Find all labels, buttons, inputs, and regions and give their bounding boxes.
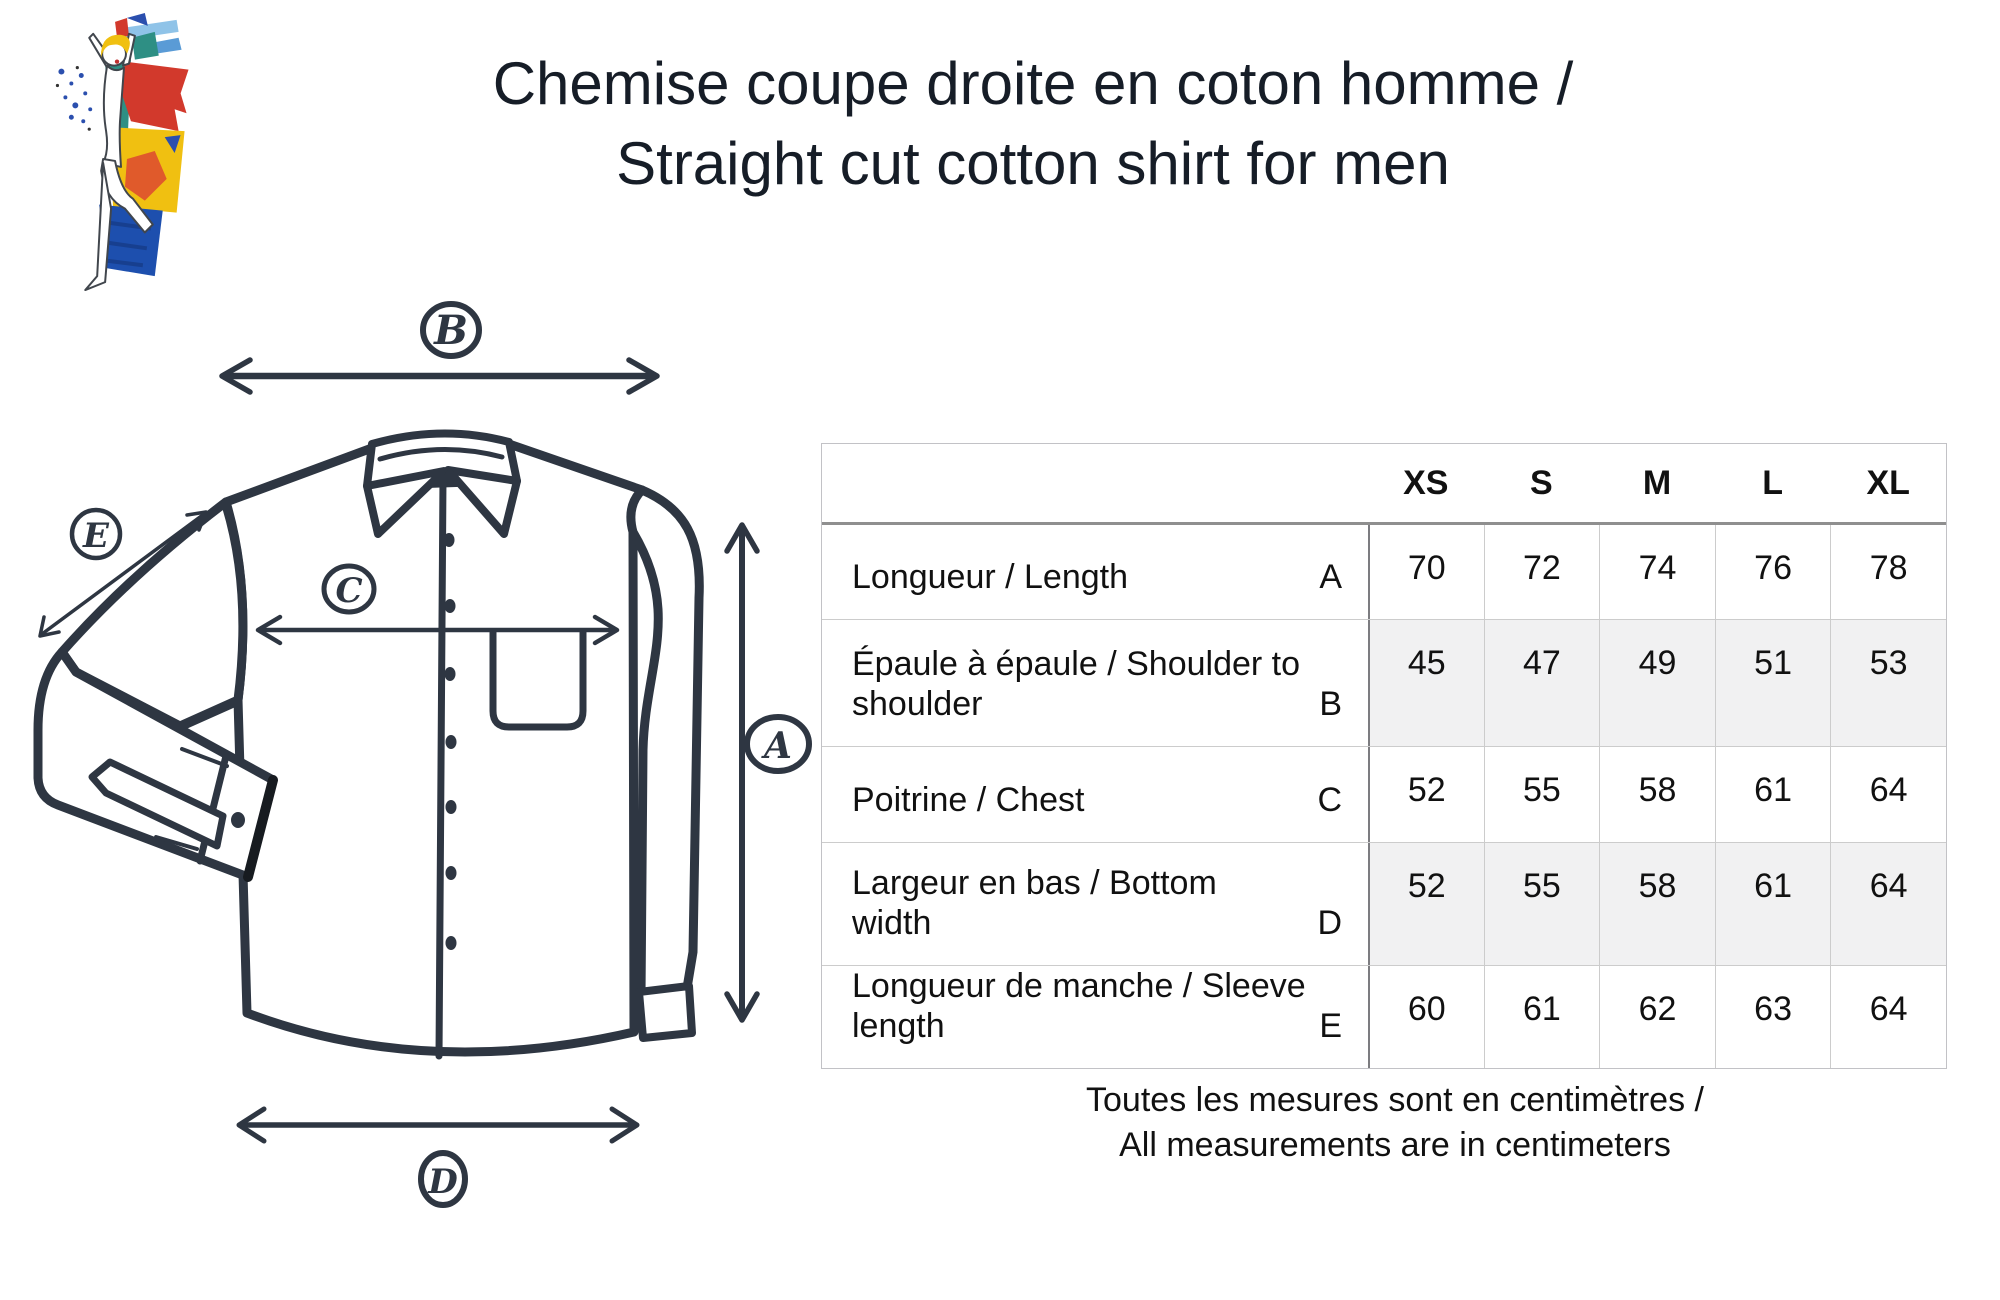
brand-figure-logo [26, 10, 218, 298]
size-table-header-spacer [822, 444, 1368, 522]
cell-value: 55 [1484, 843, 1600, 965]
cell-value: 72 [1484, 525, 1600, 619]
size-header-s: S [1530, 463, 1553, 502]
marker-letter-d: D [428, 1162, 458, 1202]
cell-value: 53 [1830, 620, 1946, 746]
cell-value: 47 [1484, 620, 1600, 746]
cell-value: 49 [1599, 620, 1715, 746]
size-table-header-row [822, 444, 1946, 525]
units-note [833, 1078, 1957, 1168]
cell-value: 76 [1715, 525, 1831, 619]
cell-value: 61 [1715, 747, 1831, 842]
row-label: Longueur de manche / Sleeve length [852, 967, 1306, 1045]
marker-letter-b: B [434, 307, 468, 354]
row-letter: B [1319, 685, 1342, 723]
logo-splatter [56, 66, 92, 131]
cell-value: 51 [1715, 620, 1831, 746]
row-letter: E [1319, 1007, 1342, 1045]
right-cuff [639, 986, 692, 1038]
size-header-l: L [1762, 463, 1783, 502]
row-letter: A [1319, 558, 1342, 596]
size-header-xl: XL [1866, 463, 1910, 502]
cell-value: 64 [1830, 747, 1946, 842]
cell-value: 61 [1484, 966, 1600, 1068]
table-row-sleeve-length [822, 965, 1946, 1068]
units-note-line1: Toutes les mesures sont en centimètres / [1086, 1081, 1704, 1119]
cell-value: 70 [1368, 525, 1484, 619]
cell-value: 74 [1599, 525, 1715, 619]
table-row-bottom-width [822, 842, 1946, 965]
row-letter: C [1317, 781, 1342, 819]
right-sleeve [631, 490, 699, 996]
row-label-cell [822, 966, 1368, 1068]
row-label: Largeur en bas / Bottom width [852, 864, 1217, 942]
cell-value: 58 [1599, 747, 1715, 842]
row-label-cell [822, 620, 1368, 746]
size-header-xs: XS [1403, 463, 1449, 502]
marker-letter-c: C [335, 571, 363, 611]
cell-value: 61 [1715, 843, 1831, 965]
row-label: Épaule à épaule / Shoulder to shoulder [852, 645, 1301, 723]
row-label-cell [822, 843, 1368, 965]
cell-value: 55 [1484, 747, 1600, 842]
front-placket [439, 478, 443, 1056]
page-title [400, 44, 1666, 204]
cell-value: 52 [1368, 843, 1484, 965]
marker-letter-e: E [83, 516, 109, 556]
chest-pocket [493, 632, 583, 727]
table-row-shoulder [822, 619, 1946, 746]
shirt-measurement-diagram [30, 280, 830, 1230]
cell-value: 60 [1368, 966, 1484, 1068]
marker-letter-a: A [764, 725, 792, 767]
cell-value: 64 [1830, 966, 1946, 1068]
cell-value: 63 [1715, 966, 1831, 1068]
cell-value: 62 [1599, 966, 1715, 1068]
cell-value: 45 [1368, 620, 1484, 746]
cell-value: 52 [1368, 747, 1484, 842]
table-row-length [822, 525, 1946, 619]
cuff-button [231, 812, 245, 828]
table-row-chest [822, 746, 1946, 842]
page-title-line2: Straight cut cotton shirt for men [616, 130, 1450, 197]
row-label-cell [822, 747, 1368, 842]
cell-value: 58 [1599, 843, 1715, 965]
row-label: Longueur / Length [852, 558, 1129, 596]
row-label: Poitrine / Chest [852, 781, 1085, 819]
row-letter: D [1317, 904, 1342, 942]
units-note-line2: All measurements are in centimeters [1119, 1126, 1671, 1164]
size-header-m: M [1642, 463, 1672, 502]
cell-value: 64 [1830, 843, 1946, 965]
row-label-cell [822, 525, 1368, 619]
cell-value: 78 [1830, 525, 1946, 619]
size-table [821, 443, 1947, 1069]
page-title-line1: Chemise coupe droite en coton homme / [492, 50, 1574, 117]
shirt-body-outline [226, 436, 642, 1052]
